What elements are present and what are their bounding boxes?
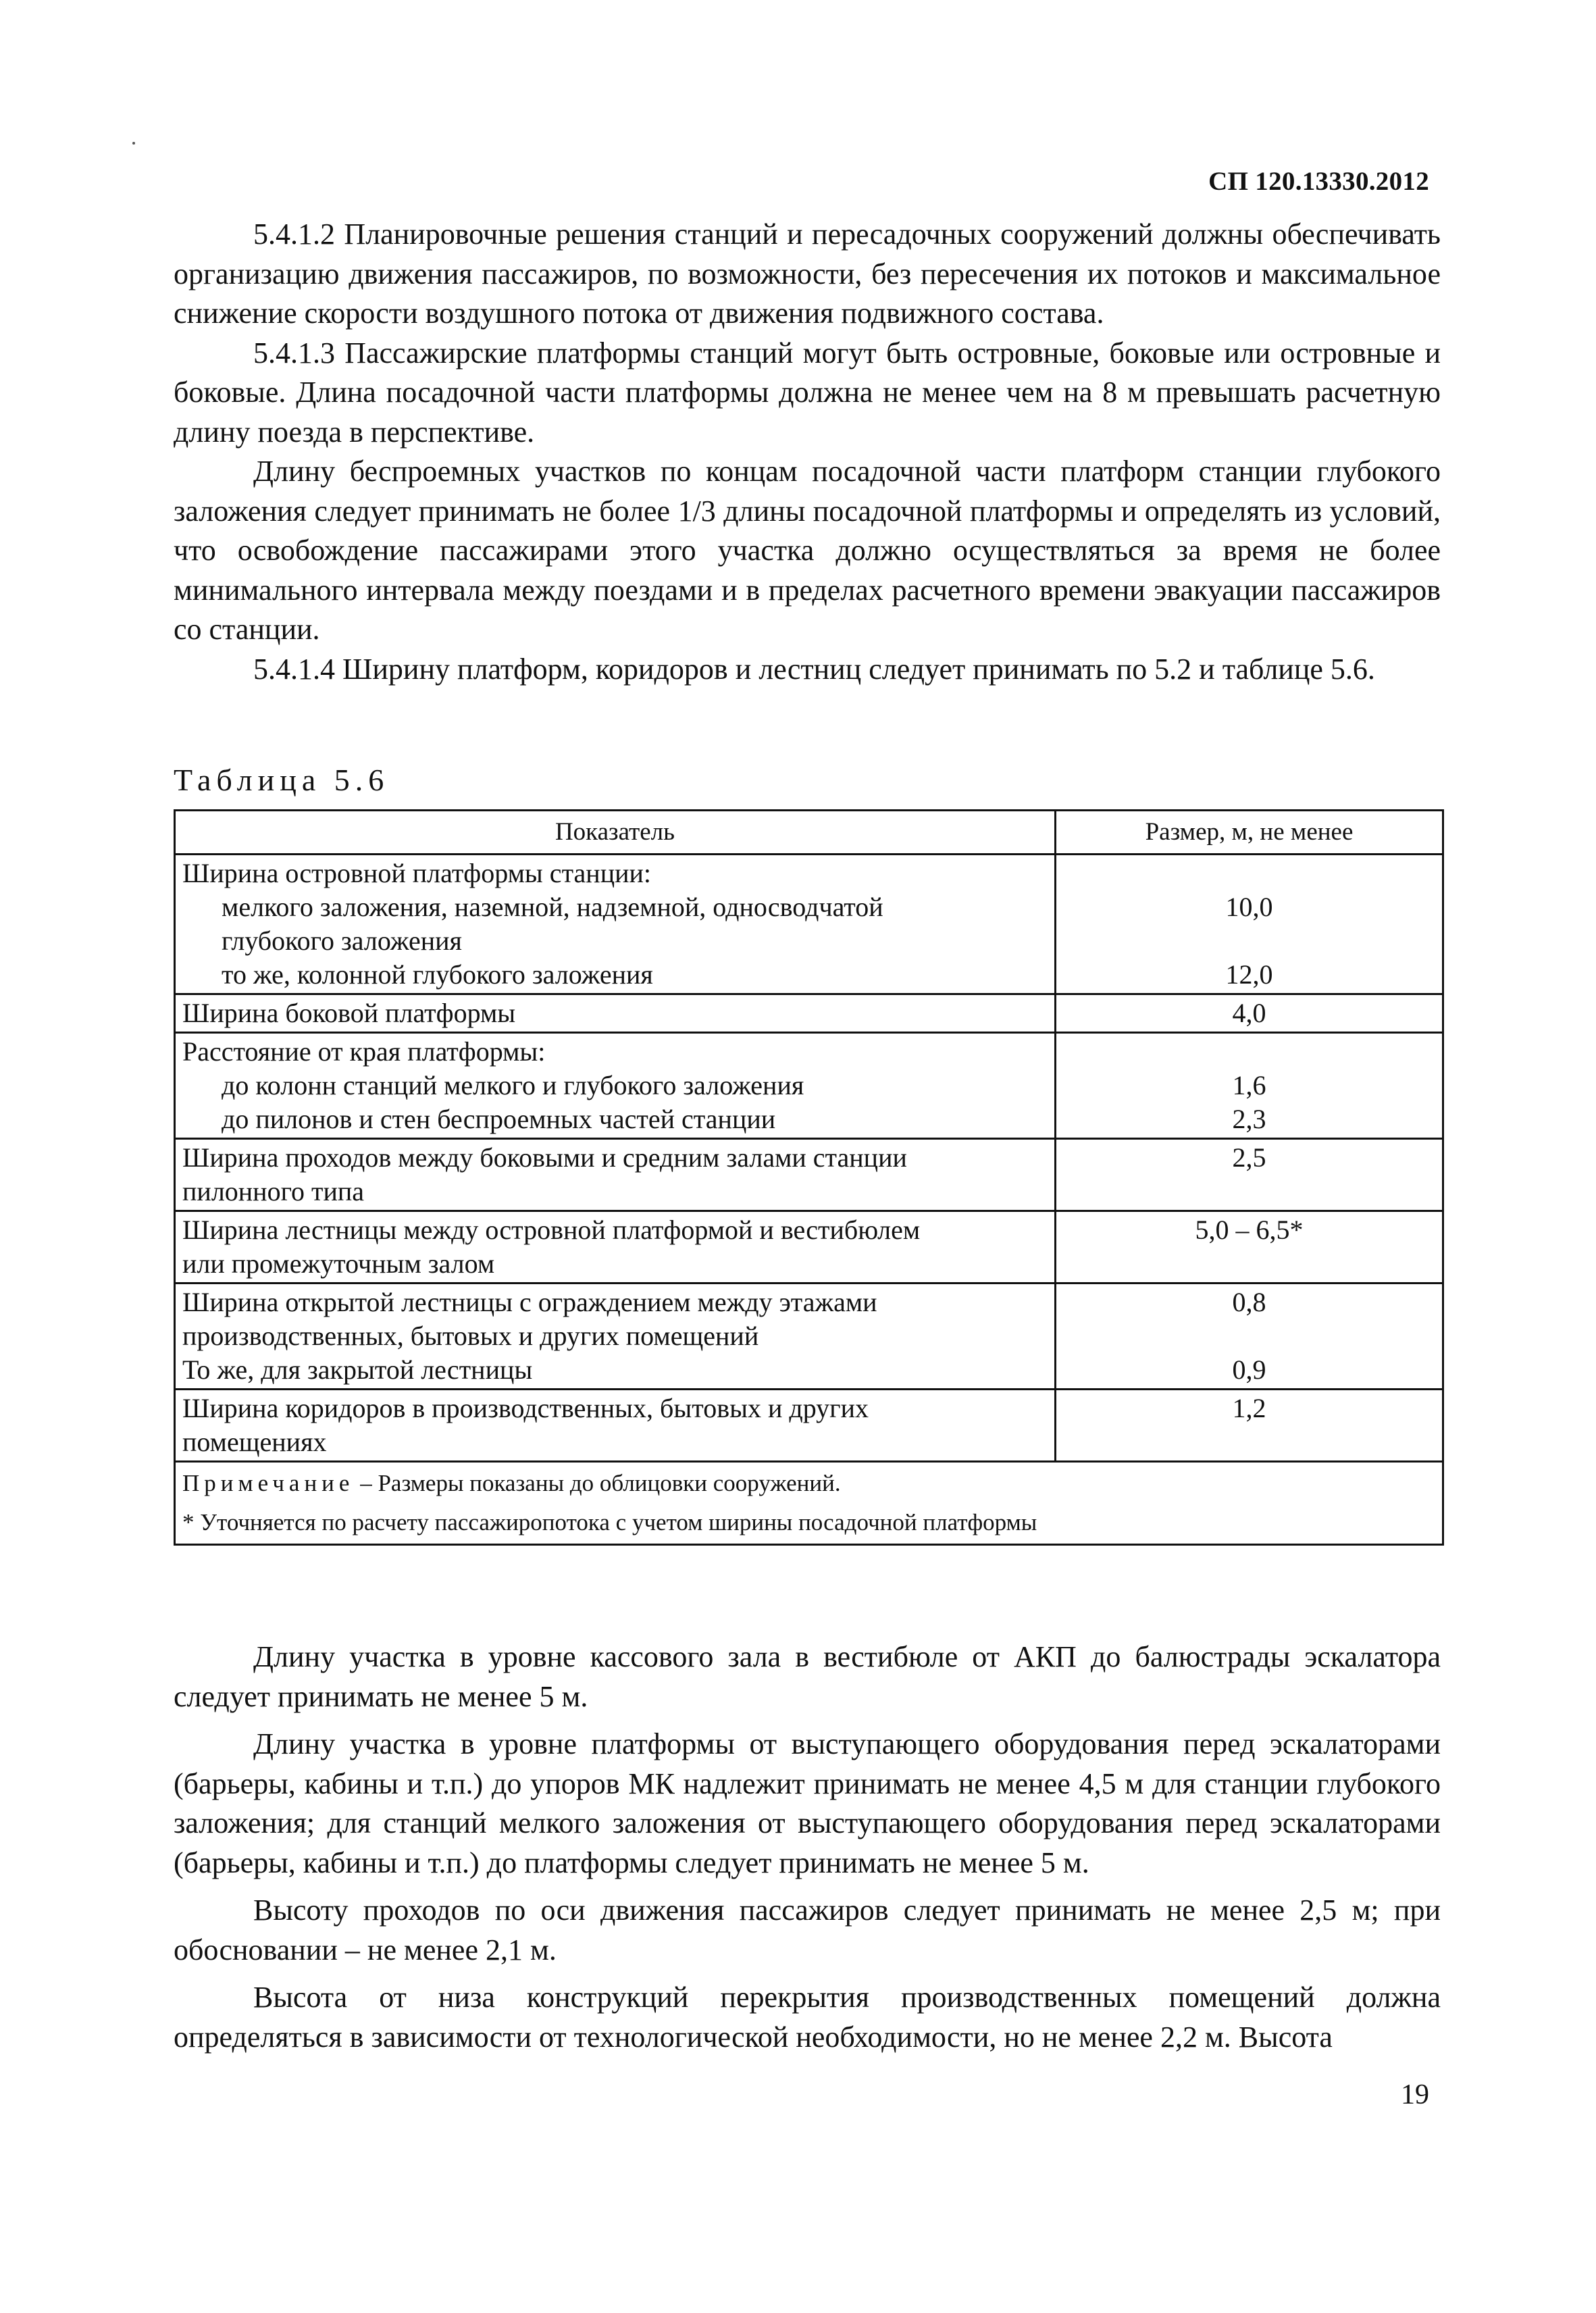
table-cell: Ширина проходов между боковыми и средним залами станции пилонного типа — [175, 1139, 1056, 1211]
norms-table — [174, 809, 1444, 1546]
note-label: Примечание — [182, 1470, 355, 1496]
table-cell: 1,2 — [1056, 1390, 1443, 1462]
table-caption: Таблица 5.6 — [174, 763, 390, 797]
document-code: СП 120.13330.2012 — [1208, 167, 1429, 196]
page-number: 19 — [1401, 2079, 1429, 2110]
paragraph-ceiling-height: Высота от низа конструкций перекрытия производственных помещений должна определяться в зависимости от технологической необходимости, но не менее 2,2 м. Высота — [174, 1981, 1441, 2054]
table-cell: 2,5 — [1056, 1139, 1443, 1211]
note-line — [182, 1464, 1435, 1503]
paragraph-akp: Длину участка в уровне кассового зала в вестибюле от АКП до балюстрады эскалатора следует принимать не менее 5 м. — [174, 1640, 1441, 1713]
table-row — [175, 1033, 1443, 1139]
header-size: Размер, м, не менее — [1056, 811, 1443, 855]
table-cell: 5,0 – 6,5* — [1056, 1211, 1443, 1283]
body-text-top — [174, 215, 1441, 689]
table-cell: 10,0 12,0 — [1056, 855, 1443, 994]
table-cell: Ширина лестницы между островной платформой и вестибюлем или промежуточным залом — [175, 1211, 1056, 1283]
header-indicator: Показатель — [175, 811, 1056, 855]
table-cell: Ширина открытой лестницы с ограждением между этажами производственных, бытовых и других помещений То же, для закрытой лестницы — [175, 1283, 1056, 1390]
table-row — [175, 855, 1443, 994]
paragraph-5-4-1-2: 5.4.1.2 Планировочные решения станций и пересадочных сооружений должны обеспечивать организацию движения пассажиров, по возможности, без пересечения их потоков и максимальное снижение скорости воздушного потока от движения подвижного состава. — [174, 218, 1441, 330]
table-row — [175, 994, 1443, 1033]
table-row — [175, 1283, 1443, 1390]
table-cell: 4,0 — [1056, 994, 1443, 1033]
paragraph-platform-length: Длину беспроемных участков по концам посадочной части платформ станции глубокого заложения следует принимать не более 1/3 длины посадочной платформы и определять из условий, что освобождение пассажирами этого участка должно осуществляться за время не более минимального интервала между поездами и в пределах расчетного времени эвакуации пассажиров со станции. — [174, 455, 1441, 646]
table-row — [175, 1390, 1443, 1462]
table-header-row — [175, 811, 1443, 855]
scan-speck — [132, 142, 135, 145]
table-row — [175, 1139, 1443, 1211]
table-cell: 1,6 2,3 — [1056, 1033, 1443, 1139]
table-cell: Ширина коридоров в производственных, бытовых и других помещениях — [175, 1390, 1056, 1462]
table-cell: Расстояние от края платформы: до колонн станций мелкого и глубокого заложения до пилонов и стен беспроемных частей станции — [175, 1033, 1056, 1139]
table-cell: Ширина боковой платформы — [175, 994, 1056, 1033]
table-row — [175, 1211, 1443, 1283]
table-cell: Ширина островной платформы станции: мелкого заложения, наземной, надземной, односводчатой глубокого заложения то же, колонной глубокого заложения — [175, 855, 1056, 994]
table-note-row — [175, 1462, 1443, 1545]
paragraph-5-4-1-4: 5.4.1.4 Ширину платформ, коридоров и лестниц следует принимать по 5.2 и таблице 5.6. — [253, 652, 1375, 686]
paragraph-escalator: Длину участка в уровне платформы от выступающего оборудования перед эскалаторами (барьеры, кабины и т.п.) до упоров МК надлежит принимать не менее 4,5 м для станции глубокого заложения; для станций мелкого заложения от выступающего оборудования перед эскалаторами (барьеры, кабины и т.п.) до платформы следует принимать не менее 5 м. — [174, 1727, 1441, 1879]
table-note — [175, 1462, 1443, 1545]
paragraph-passage-height: Высоту проходов по оси движения пассажиров следует принимать не менее 2,5 м; при обосновании – не менее 2,1 м. — [174, 1893, 1441, 1966]
table-cell: 0,8 0,9 — [1056, 1283, 1443, 1390]
footnote: * Уточняется по расчету пассажиропотока с учетом ширины посадочной платформы — [182, 1509, 1037, 1535]
body-text-bottom — [174, 1637, 1441, 2065]
note-text: – Размеры показаны до облицовки сооружений. — [354, 1470, 841, 1496]
paragraph-5-4-1-3: 5.4.1.3 Пассажирские платформы станций могут быть островные, боковые или островные и боковые. Длина посадочной части платформы должна не менее чем на 8 м превышать расчетную длину поезда в перспективе. — [174, 336, 1441, 449]
